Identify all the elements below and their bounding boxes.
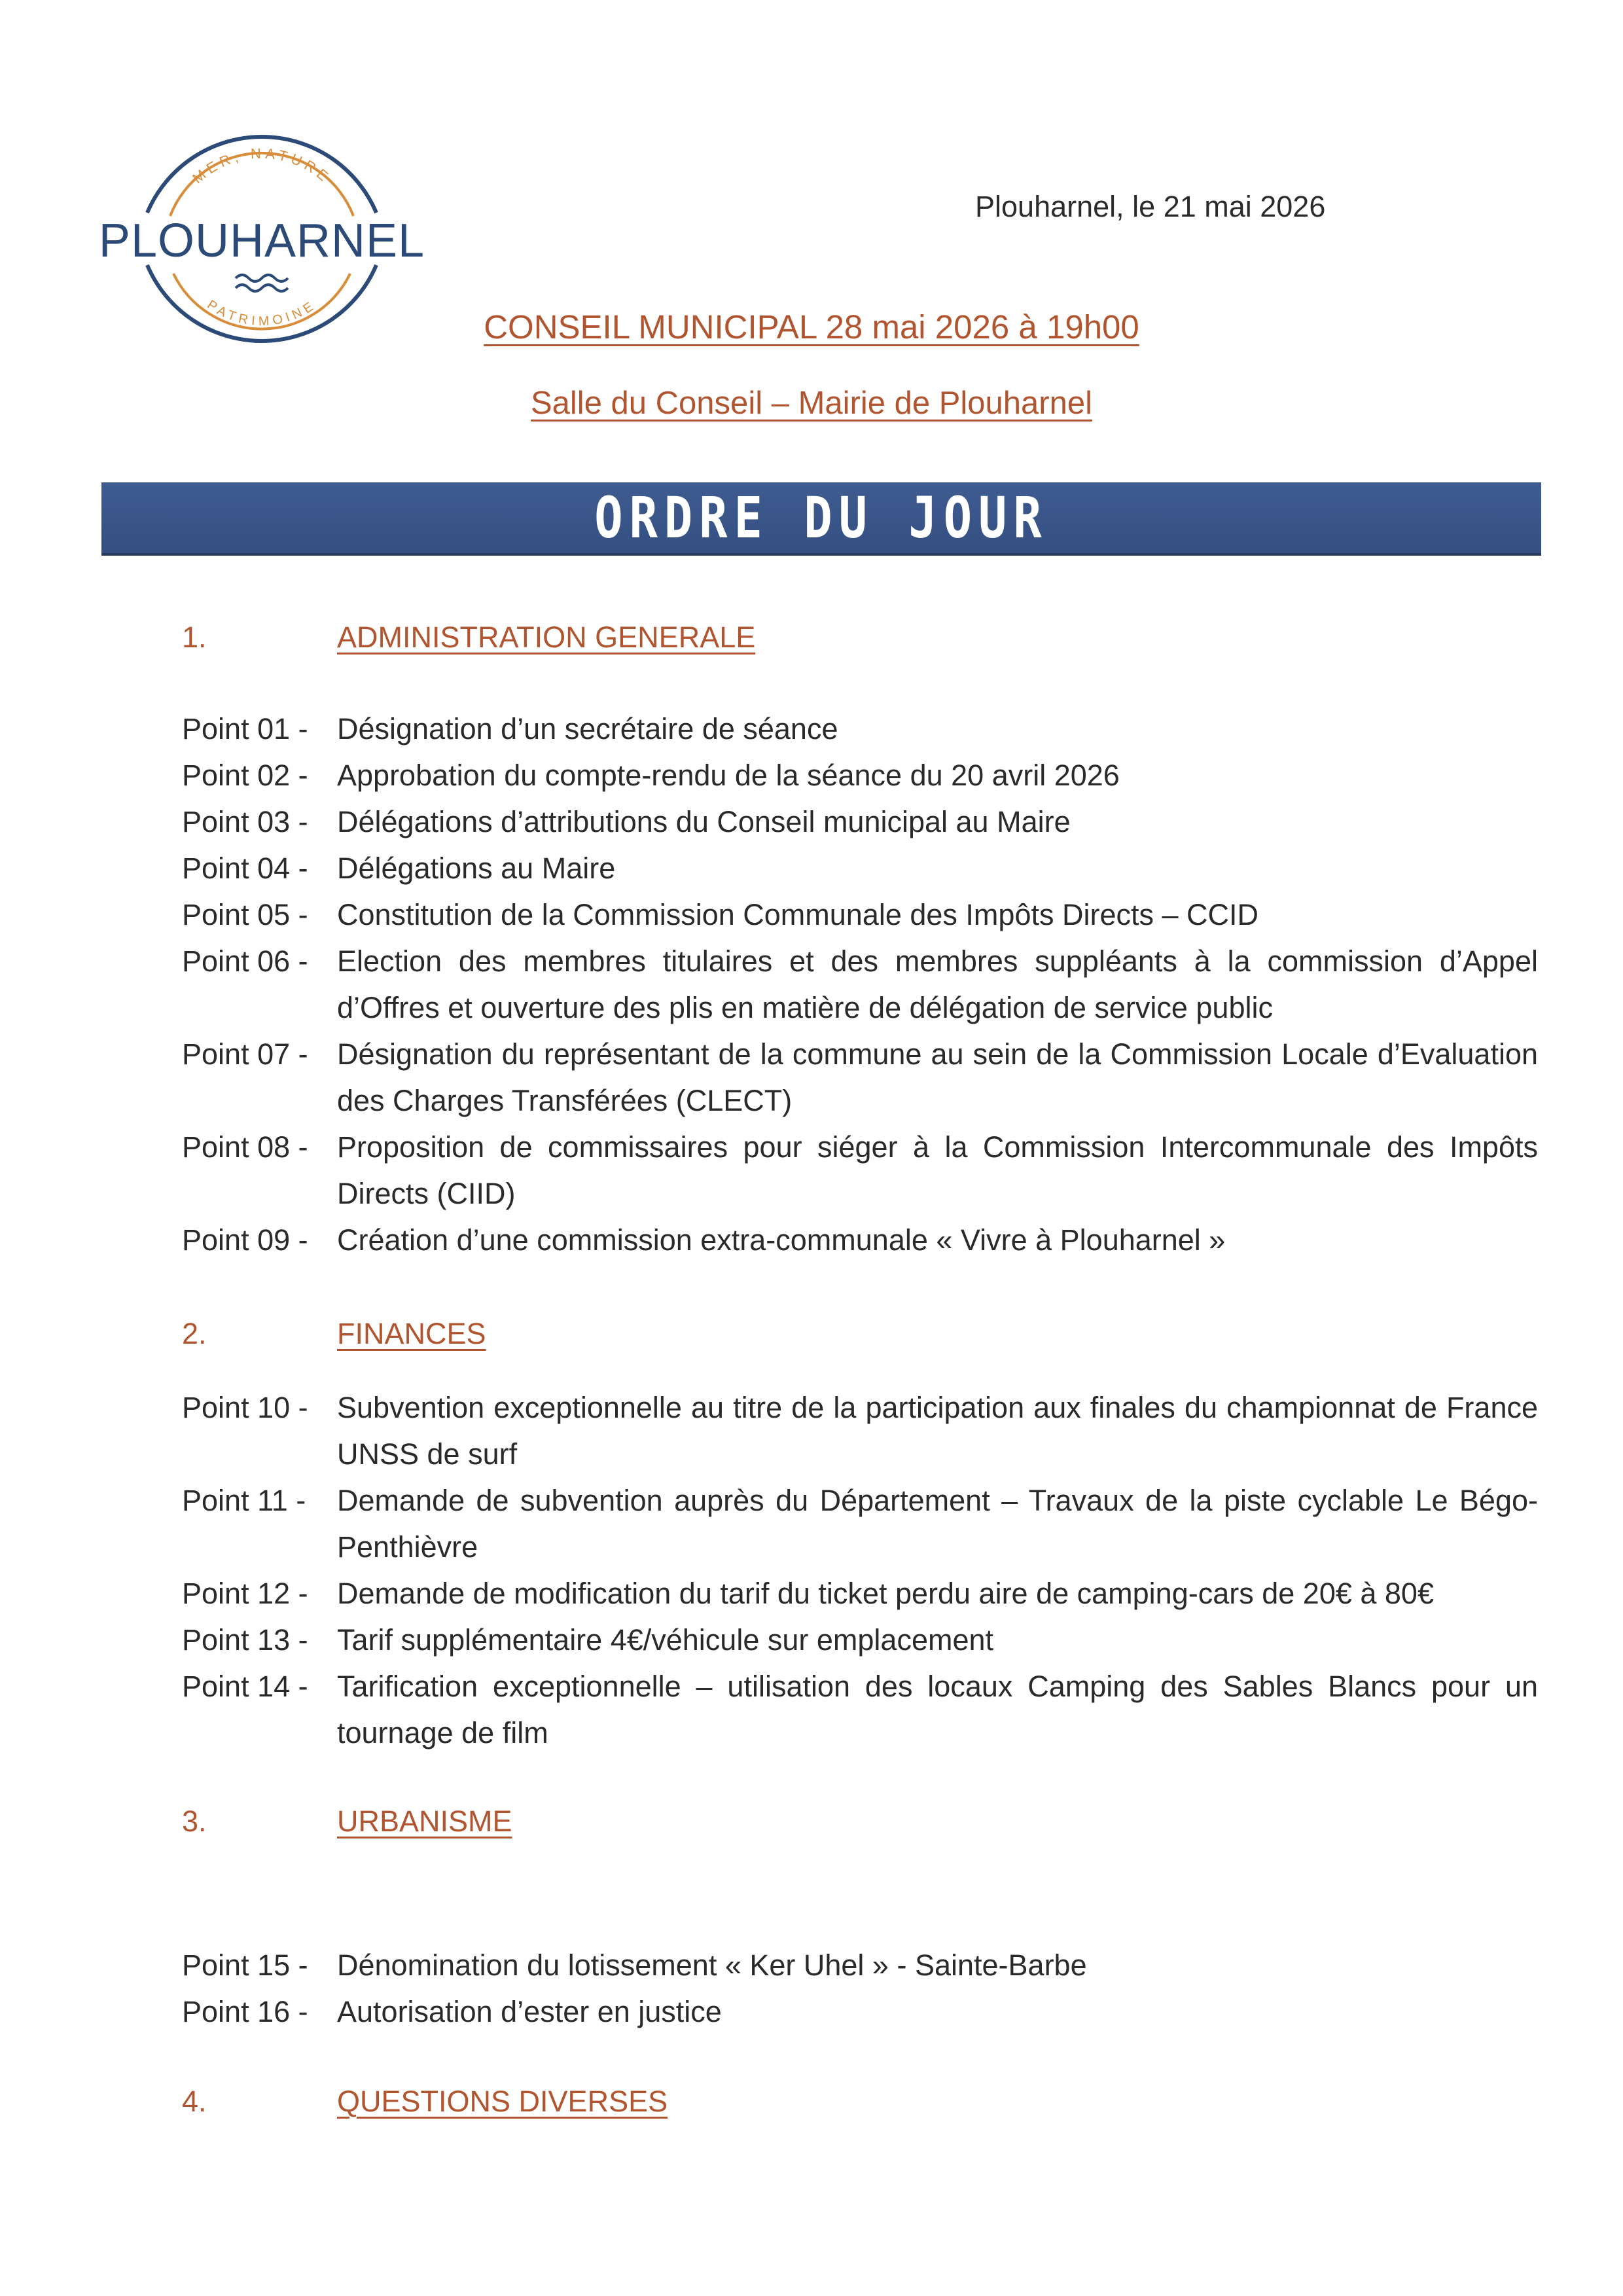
point-label: Point 12 - xyxy=(182,1577,308,1610)
points-list-finances xyxy=(182,1384,1538,1756)
section-title: QUESTIONS DIVERSES xyxy=(337,2085,668,2118)
agenda-point xyxy=(182,752,1538,798)
point-label: Point 08 - xyxy=(182,1130,308,1164)
agenda-point xyxy=(182,1617,1538,1663)
point-label: Point 05 - xyxy=(182,898,308,931)
agenda-point xyxy=(182,1663,1538,1756)
point-label: Point 14 - xyxy=(182,1670,308,1703)
point-text: Demande de modification du tarif du ticket perdu aire de camping-cars de 20€ à 80€ xyxy=(337,1577,1434,1610)
point-label: Point 06 - xyxy=(182,944,308,978)
agenda-point xyxy=(182,798,1538,845)
section-title: ADMINISTRATION GENERALE xyxy=(337,620,756,654)
point-label: Point 07 - xyxy=(182,1037,308,1071)
point-text: Constitution de la Commission Communale des Impôts Directs – CCID xyxy=(337,898,1259,931)
point-text: Election des membres titulaires et des membres suppléants à la commission d’Appel d’Offres et ouverture des plis en matière de délégation de service public xyxy=(337,944,1538,1024)
point-label: Point 13 - xyxy=(182,1623,308,1657)
point-text: Délégations d’attributions du Conseil municipal au Maire xyxy=(337,805,1071,838)
meeting-venue: Salle du Conseil – Mairie de Plouharnel xyxy=(530,386,1092,421)
agenda-point xyxy=(182,1031,1538,1124)
point-label: Point 11 - xyxy=(182,1484,306,1517)
agenda-point xyxy=(182,1570,1538,1617)
agenda-point xyxy=(182,845,1538,891)
point-label: Point 03 - xyxy=(182,805,308,838)
document-date: Plouharnel, le 21 mai 2026 xyxy=(975,190,1326,223)
point-text: Subvention exceptionnelle au titre de la participation aux finales du championnat de France UNSS de surf xyxy=(337,1391,1538,1471)
point-text: Tarification exceptionnelle – utilisation des locaux Camping des Sables Blancs pour un tournage de film xyxy=(337,1670,1538,1749)
agenda-point xyxy=(182,1988,1538,2035)
agenda-point xyxy=(182,938,1538,1031)
point-text: Tarif supplémentaire 4€/véhicule sur emplacement xyxy=(337,1623,994,1657)
agenda-point xyxy=(182,1124,1538,1217)
point-text: Désignation du représentant de la commune au sein de la Commission Locale d’Evaluation des Charges Transférées (CLECT) xyxy=(337,1037,1538,1117)
point-text: Autorisation d’ester en justice xyxy=(337,1995,722,2028)
section-number: 1. xyxy=(182,620,207,654)
section-number: 4. xyxy=(182,2085,207,2118)
agenda-point xyxy=(182,1477,1538,1570)
point-text: Délégations au Maire xyxy=(337,852,616,885)
points-list-urbanisme xyxy=(182,1942,1538,2035)
point-text: Dénomination du lotissement « Ker Uhel » - Sainte-Barbe xyxy=(337,1948,1087,1982)
section-title: FINANCES xyxy=(337,1317,486,1350)
agenda-point xyxy=(182,1217,1538,1263)
point-label: Point 02 - xyxy=(182,759,308,792)
section-title: URBANISME xyxy=(337,1804,512,1838)
banner-title: ORDRE DU JOUR xyxy=(594,484,1048,551)
point-label: Point 09 - xyxy=(182,1223,308,1257)
section-number: 2. xyxy=(182,1317,207,1350)
svg-text:PATRIMOINE: PATRIMOINE xyxy=(204,297,319,329)
point-label: Point 04 - xyxy=(182,852,308,885)
agenda-banner xyxy=(101,482,1541,556)
svg-text:MER, NATURE: MER, NATURE xyxy=(189,145,334,187)
point-text: Demande de subvention auprès du Département – Travaux de la piste cyclable Le Bégo-Penthièvre xyxy=(337,1484,1538,1564)
agenda-point xyxy=(182,706,1538,752)
point-text: Création d’une commission extra-communale « Vivre à Plouharnel » xyxy=(337,1223,1226,1257)
svg-text:PLOUHARNEL: PLOUHARNEL xyxy=(98,215,425,267)
agenda-point xyxy=(182,1384,1538,1477)
meeting-title: CONSEIL MUNICIPAL 28 mai 2026 à 19h00 xyxy=(484,308,1139,346)
point-label: Point 01 - xyxy=(182,712,308,745)
agenda-point xyxy=(182,891,1538,938)
agenda-point xyxy=(182,1942,1538,1988)
section-number: 3. xyxy=(182,1804,207,1838)
point-text: Désignation d’un secrétaire de séance xyxy=(337,712,838,745)
point-text: Approbation du compte-rendu de la séance du 20 avril 2026 xyxy=(337,759,1120,792)
point-text: Proposition de commissaires pour siéger à la Commission Intercommunale des Impôts Directs (CIID) xyxy=(337,1130,1538,1210)
point-label: Point 15 - xyxy=(182,1948,308,1982)
points-list-administration xyxy=(182,706,1538,1263)
point-label: Point 10 - xyxy=(182,1391,308,1424)
point-label: Point 16 - xyxy=(182,1995,308,2028)
